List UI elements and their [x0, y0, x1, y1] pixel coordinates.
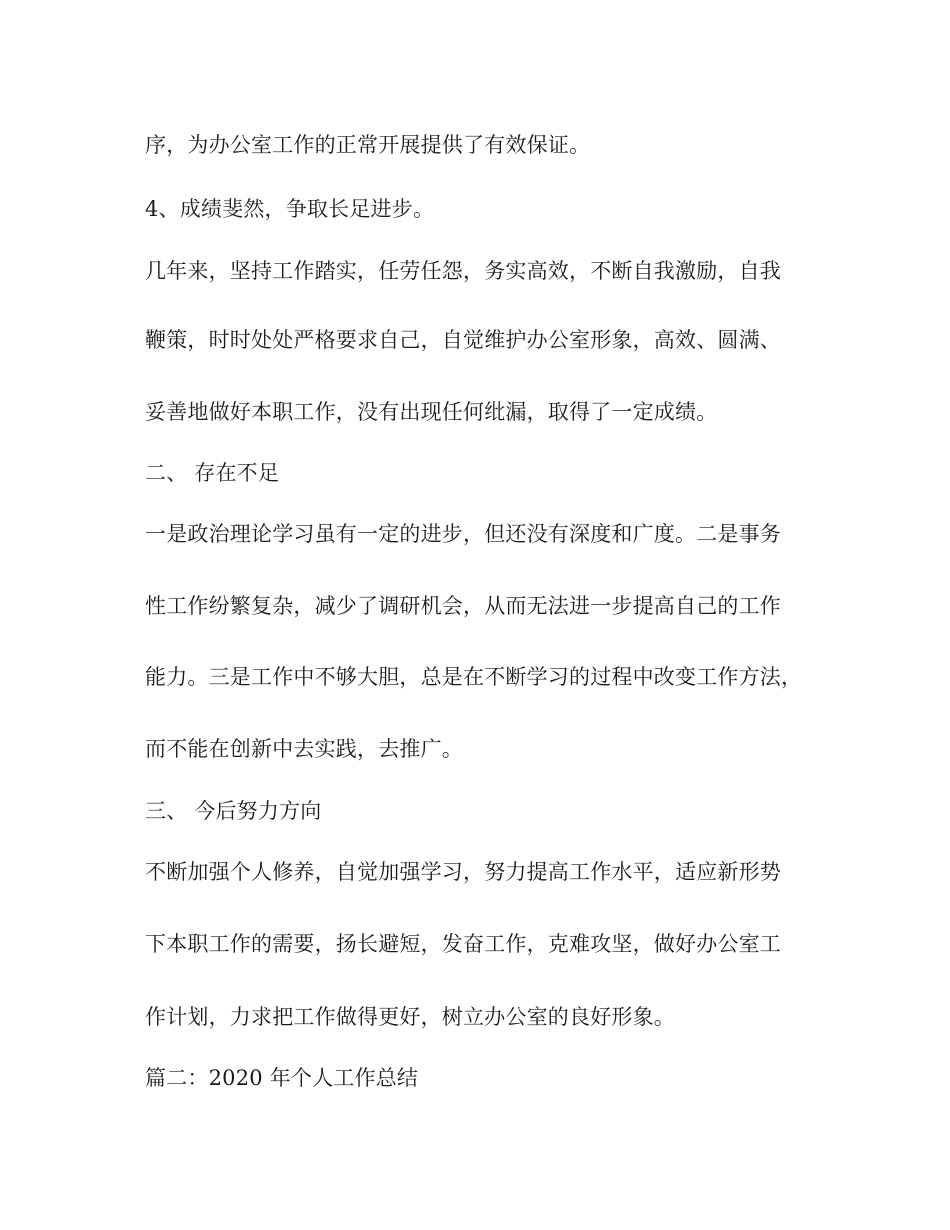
article-title: 篇二：2020 年个人工作总结: [145, 1066, 419, 1090]
section-heading: 二、 存在不足: [145, 461, 280, 485]
paragraph-line: 一是政治理论学习虽有一定的进步，但还没有深度和广度。二是事务: [145, 522, 781, 546]
paragraph-line: 不断加强个人修养，自觉加强学习，努力提高工作水平，适应新形势: [145, 860, 781, 884]
paragraph-line: 性工作纷繁复杂，减少了调研机会，从而无法进一步提高自己的工作: [145, 594, 781, 618]
paragraph-line: 几年来，坚持工作踏实，任劳任怨，务实高效，不断自我激励，自我: [145, 259, 781, 283]
paragraph-line: 下本职工作的需要，扬长避短，发奋工作，克难攻坚，做好办公室工: [145, 932, 781, 956]
paragraph-line: 鞭策，时时处处严格要求自己，自觉维护办公室形象，高效、圆满、: [145, 328, 781, 352]
paragraph-line: 妥善地做好本职工作，没有出现任何纰漏，取得了一定成绩。: [145, 400, 718, 424]
section-item-heading: 4、成绩斐然，争取长足进步。: [145, 197, 435, 221]
paragraph-line: 序，为办公室工作的正常开展提供了有效保证。: [145, 133, 591, 157]
paragraph-line: 作计划，力求把工作做得更好，树立办公室的良好形象。: [145, 1005, 675, 1029]
paragraph-line: 能力。三是工作中不够大胆，总是在不断学习的过程中改变工作方法，: [145, 665, 803, 689]
paragraph-line: 而不能在创新中去实践，去推广。: [145, 737, 463, 761]
section-heading: 三、 今后努力方向: [145, 799, 322, 823]
